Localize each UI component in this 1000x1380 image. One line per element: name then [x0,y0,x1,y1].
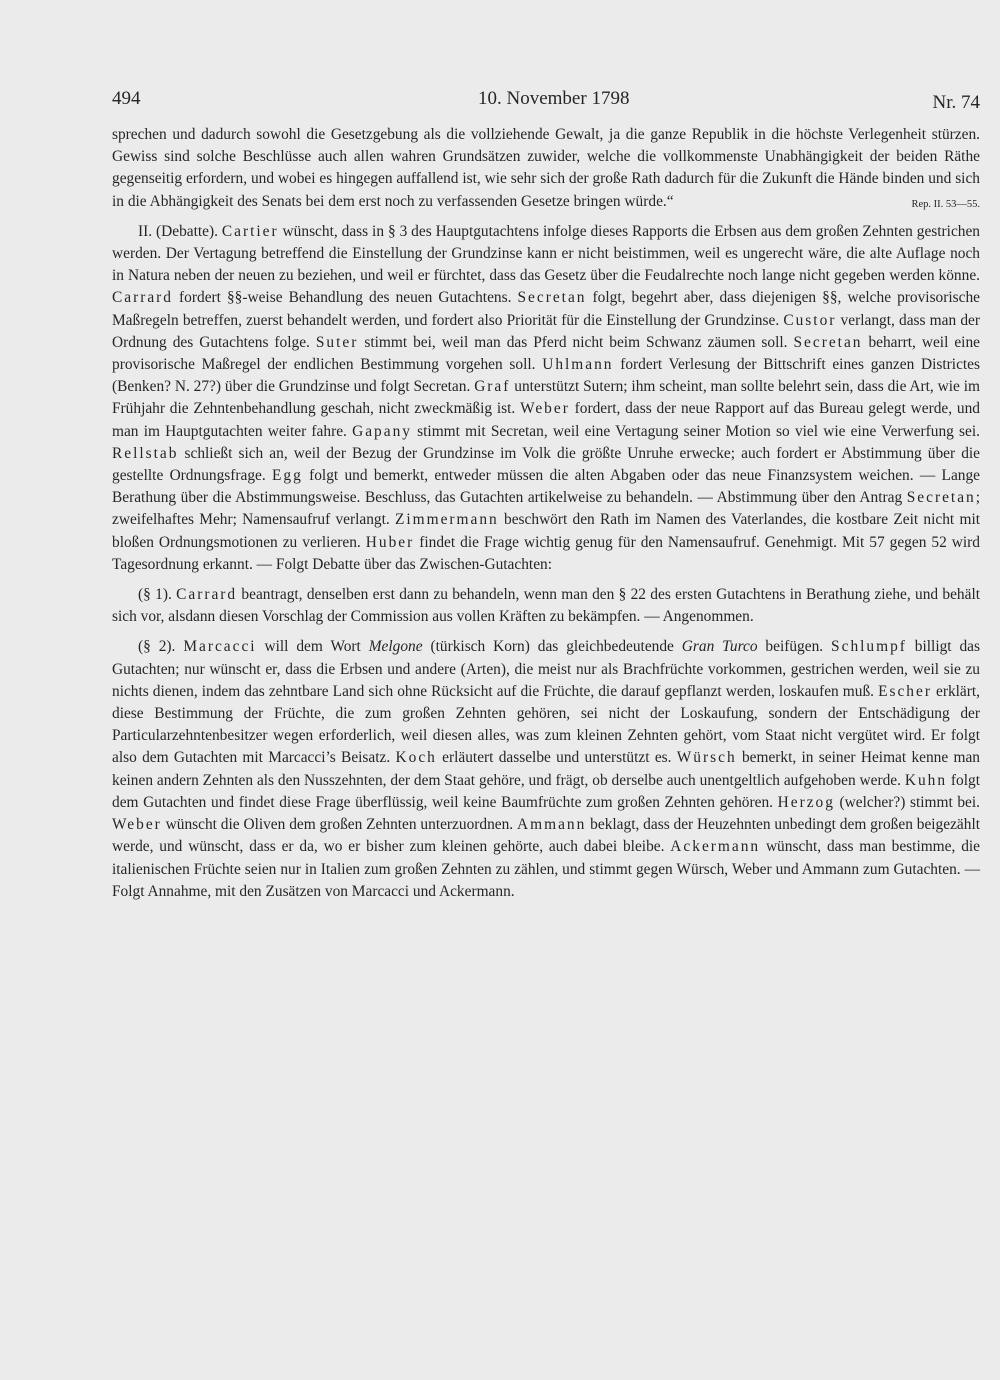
text-run: erklärt, diese Bestimmung der Früchte, die zum großen Zehnten gehören, sei nicht der Loskaufung, sondern der Entschädigung der Particularzehntenbesitzer wegen erforderlich, weil diesen alles, was zum kleinen Zehnten gehört, vom Staat nicht vergütet wird. Er folgt also dem Gutachten mit Marcacci’s Beisatz. [112,682,981,767]
text-run: schließt sich an, weil der Bezug der Grundzinse im Volk die größte Unruhe erwecke; auch fordert er Abstimmung über die gestellte Ordnungsfrage. [112,444,980,485]
text-run: findet die Frage wichtig genug für den Namensaufruf. Genehmigt. Mit 57 gegen 52 wird Tagesordnung erkannt. — Folgt Debatte über das Zwischen-Gutachten: [112,533,980,573]
speaker-name: Rellstab [112,444,179,462]
text-run: bemerkt, in seiner Heimat kenne man keinen andern Zehnten als den Nusszehnten, der dem Staat gehöre, und frägt, ob derselbe auch unentgeltlich aufgehoben werde. [112,749,980,789]
speaker-name: Graf [474,378,511,396]
header-date: 10. November 1798 [478,88,630,109]
speaker-name: Weber [112,816,162,834]
speaker-name: Ackermann [670,838,761,856]
page-header [112,88,980,124]
document-body [112,124,980,903]
italic-term: Melgone [368,638,423,656]
paragraph-section-2 [112,636,980,902]
paragraph-continuation [112,124,980,213]
speaker-name: Ammann [517,816,587,834]
text-run: wünscht, dass man bestimme, die italienischen Früchte seien nur in Italien zum großen Zehnten zu zählen, und stimmt gegen Würsch, Weber und Ammann zum Gutachten. — Folgt Annahme, mit den Zusätzen von Marcacci und Ackermann. [112,838,980,900]
text-run: beifügen. [757,638,832,656]
page-number: 494 [112,88,141,109]
text-run: will dem Wort [256,638,369,656]
text-run: (türkisch Korn) das gleichbedeutende [422,638,682,656]
text-run: beharrt, weil eine provisorische Maßregel der endlichen Bestimmung vorgehen soll. [112,333,980,374]
text-run: billigt das Gutachten; nur wünscht er, dass die Erbsen und andere (Arten), die meist nur als Brachfrüchte vorkommen, gestrichen werden, weil sie zu nichts dienen, indem das zehntbare Land sich ohne Rücksicht auf die Früchte, die darauf gepflanzt werden, loskaufen muß. [112,638,981,700]
text-run: II. (Debatte). [138,222,222,240]
text-run: erläutert dasselbe und unterstützt es. [436,749,677,767]
speaker-name: Secretan [517,289,587,307]
text-run: (§ 2). [138,638,184,656]
italic-term: Gran Turco [681,638,758,656]
speaker-name: Secretan [906,489,976,507]
speaker-name: Marcacci [183,638,257,656]
text-run: beschwört den Rath im Namen des Vaterlandes, die kostbare Zeit nicht mit bloßen Ordnungsmotionen zu verlieren. [112,511,980,551]
speaker-name: Gapany [352,422,412,440]
speaker-name: Carrard [112,289,173,307]
text-run: folgt dem Gutachten und findet diese Frage überflüssig, weil keine Baumfrüchte zum großen Zehnten gehören. [112,771,980,811]
text-run: unterstützt Sutern; ihm scheint, man sollte belehrt sein, dass die Art, wie im Frühjahr die Zehntenbehandlung geschah, nicht zweckmäßig ist. [112,378,980,418]
speaker-name: Cartier [221,222,279,240]
paragraph-section-1 [112,584,980,628]
speaker-name: Uhlmann [542,356,614,374]
speaker-name: Carrard [176,586,238,604]
speaker-name: Egg [272,467,303,485]
speaker-name: Koch [395,749,437,767]
document-number: Nr. 74 [932,92,980,113]
text-run: ; zweifelhaftes Mehr; Namensaufruf verlangt. [112,489,980,529]
text-run: wünscht, dass in § 3 des Hauptgutachtens infolge dieses Rapports die Erbsen aus dem großen Zehnten gestrichen werden. Der Vertagung betreffend die Einstellung der Grundzinse kann er nicht beistimmen, weil es ungerecht wäre, die alte Auflage noch in Natura neben der neuen zu beziehen, und weil er fürchtet, dass das Gesetz über die Feudalrechte noch lange nicht gegeben werden könne. [112,222,981,285]
speaker-name: Suter [315,333,359,351]
text-run: beantragt, denselben erst dann zu behandeln, wenn man den § 22 des ersten Gutachtens in Berathung ziehe, und behält sich vor, alsdann diesen Vorschlag der Commission aus vollen Kräften zu bekämpfen. — Angenommen. [112,586,981,626]
text-run: folgt und bemerkt, entweder müssen die alten Abgaben oder das neue Finanzsystem weichen. — Lange Berathung über die Abstimmungsweise. Beschluss, das Gutachten artikelweise zu behandeln. — Abstimmung über den Antrag [112,467,980,507]
text-run: fordert Verlesung der Bittschrift eines ganzen Districtes (Benken? N. 27?) über die Grundzinse und folgt Secretan. [112,356,980,396]
source-reference: Rep. II. 53—55. [911,198,980,210]
text-run: folgt, begehrt aber, dass diejenigen §§, welche provisorische Maßregeln betreffen, zuerst behandelt werden, und fordert also Priorität für die Einstellung der Grundzinse. [112,289,980,329]
speaker-name: Escher [878,682,932,700]
speaker-name: Schlumpf [831,638,907,656]
text-run: fordert, dass der neue Rapport auf das Bureau gelegt werde, und man im Hauptgutachten weiter fahre. [112,400,980,440]
paragraph-text: sprechen und dadurch sowohl die Gesetzgebung als die vollziehende Gewalt, ja die ganze Republik in die höchste Verlegenheit stürzen. Gewiss sind solche Beschlüsse auch allen wahren Grundsätzen zuwider, welche die vollkommenste Unabhängigkeit der beiden Räthe gegenseitig erfordern, und wobei es hingegen auffallend ist, wie sehr sich der große Rath dadurch für die Zukunft die Hände binden und sich in die Abhängigkeit des Senats bei dem erst noch zu verfassenden Gesetze bringen würde.“ [112,126,980,210]
speaker-name: Huber [365,533,415,551]
text-run: (§ 1). [138,586,177,604]
text-run: wünscht die Oliven dem großen Zehnten unterzuordnen. [161,816,518,834]
speaker-name: Zimmermann [394,511,499,529]
speaker-name: Weber [520,400,570,418]
speaker-name: Herzog [777,793,835,811]
text-run: stimmt mit Secretan, weil eine Vertagung seiner Motion so viel wie eine Verwerfung sei. [411,422,980,440]
speaker-name: Secretan [793,333,863,351]
text-run: verlangt, dass man der Ordnung des Gutachtens folge. [112,311,980,351]
speaker-name: Würsch [676,749,737,767]
text-run: (welcher?) stimmt bei. [834,793,980,811]
paragraph-debate [112,221,980,576]
text-run: fordert §§-weise Behandlung des neuen Gutachtens. [173,289,518,307]
text-run: beklagt, dass der Heuzehnten unbedingt dem großen beigezählt werde, und wünscht, dass er da, wo er bisher zum kleinen gehörte, auch dabei bleibe. [112,816,980,856]
text-run: stimmt bei, weil man das Pferd nicht beim Schwanz zäumen soll. [358,333,794,351]
speaker-name: Custor [783,311,837,329]
speaker-name: Kuhn [904,771,948,789]
